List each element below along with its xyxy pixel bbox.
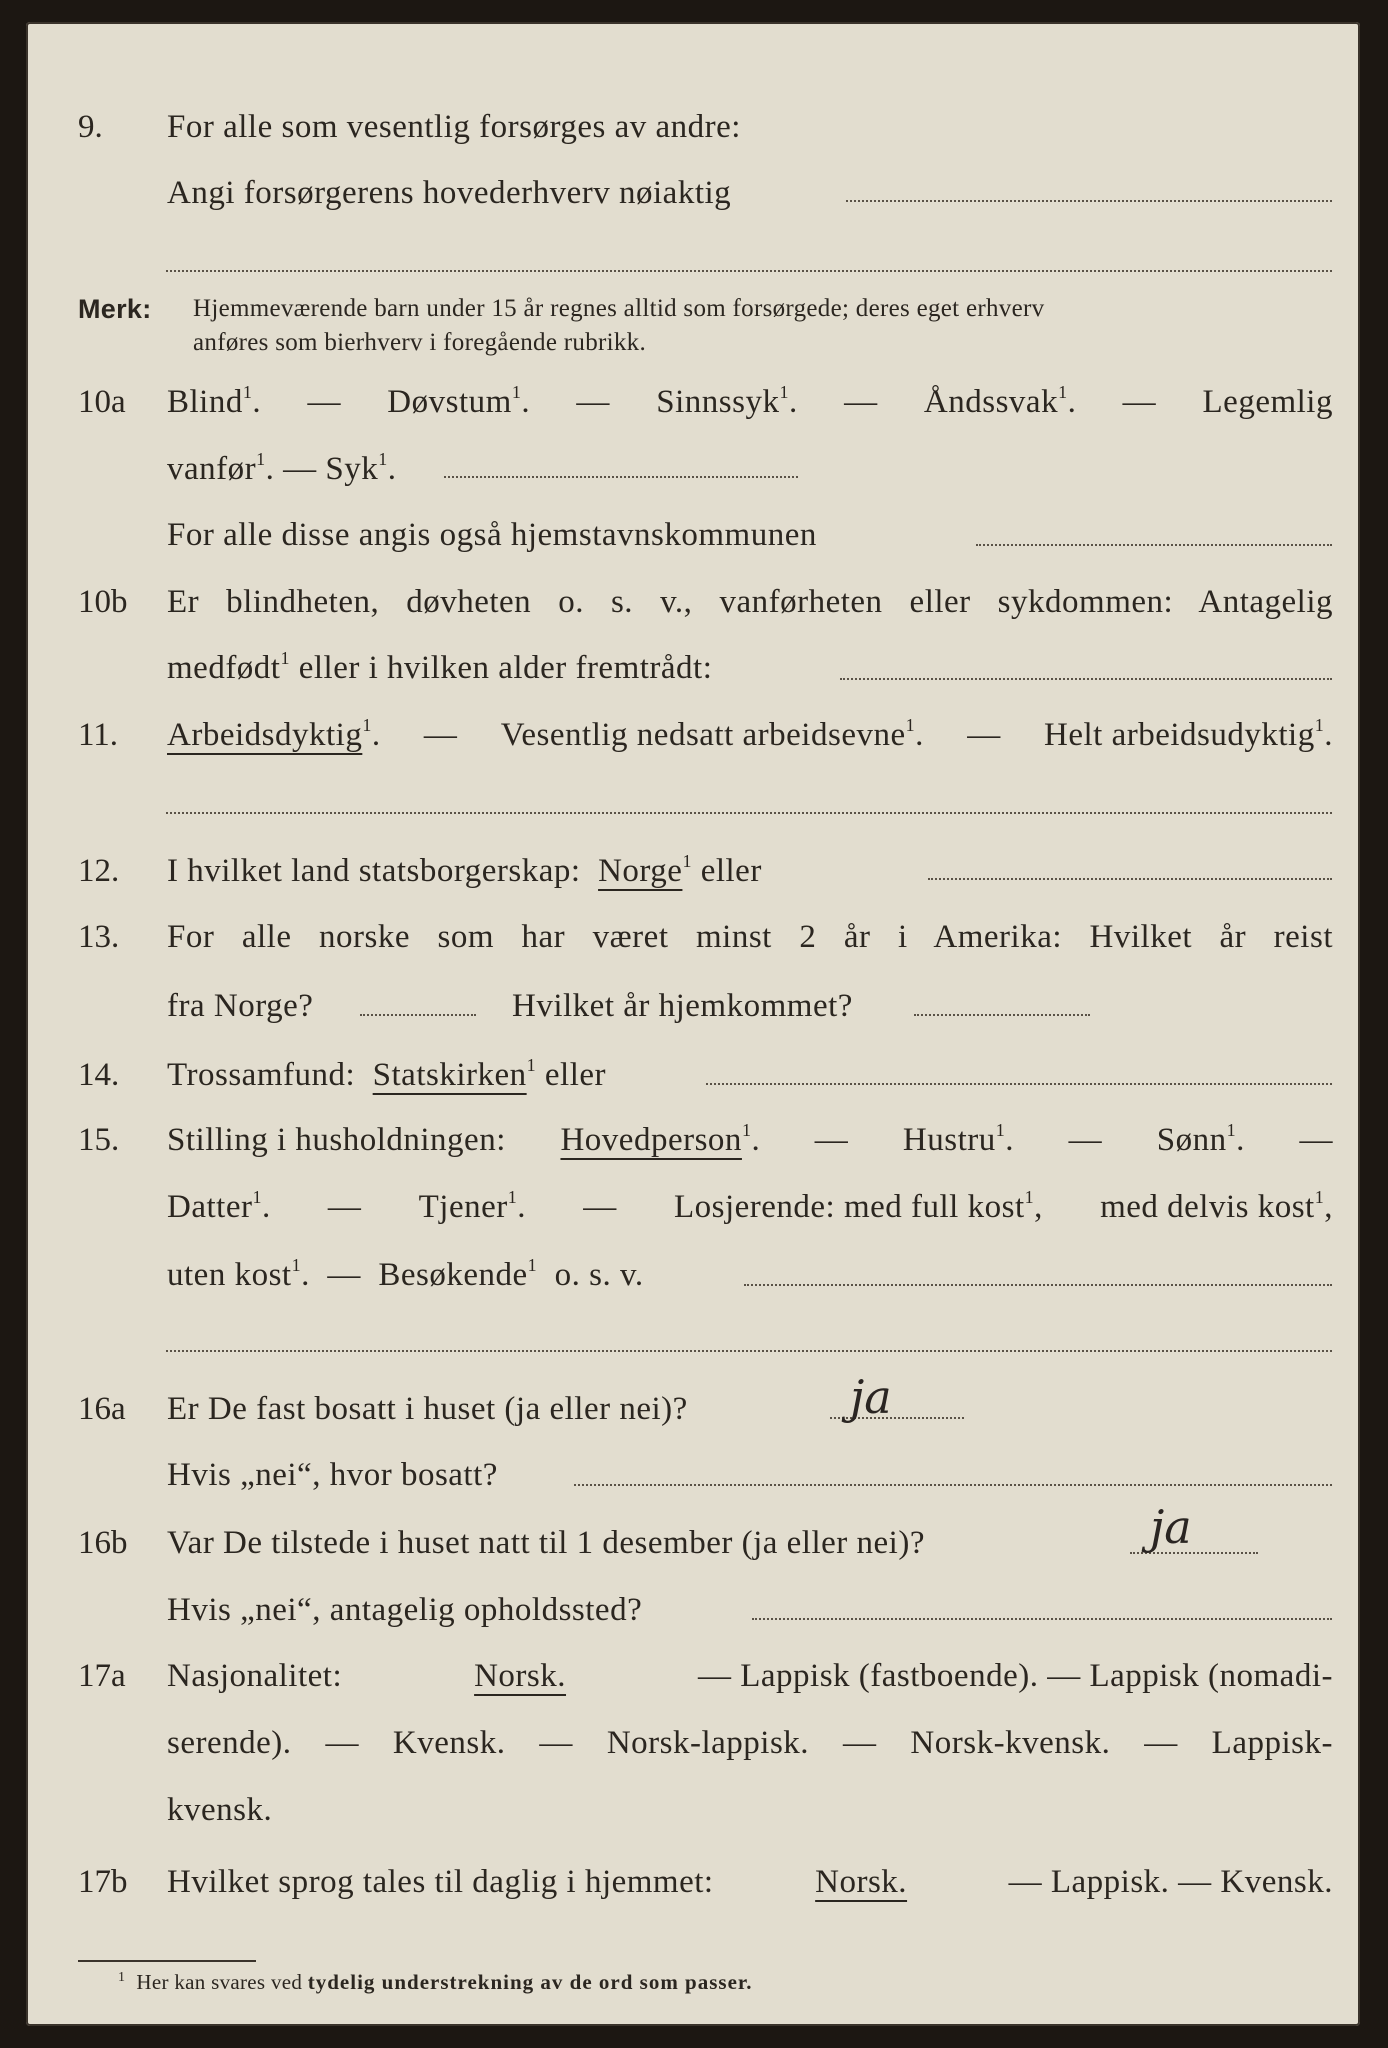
q10b-number: 10b — [78, 584, 128, 620]
option-delvis-kost[interactable]: med delvis kost — [1100, 1189, 1315, 1225]
option-hustru[interactable]: Hustru — [902, 1122, 996, 1158]
q13-hjemkommet-answer-line[interactable] — [914, 1014, 1090, 1016]
q15-line3: uten kost$^1$. — Besøkende$^1$ o. s. v. — [167, 1255, 644, 1293]
option-besokende[interactable]: Besøkende — [378, 1257, 528, 1293]
q9-text-line1: For alle som vesentlig forsørges av andre: — [167, 109, 741, 145]
q10a-syk-answer-line[interactable] — [444, 476, 798, 478]
q13-reist-answer-line[interactable] — [360, 1014, 476, 1016]
q11-line: Arbeidsdyktig$^1$. — Vesentlig nedsatt arbeidsevne$^1$. — Helt arbeidsudyktig$^1$. — [167, 715, 1333, 753]
q15-answer-line[interactable] — [744, 1284, 1332, 1286]
q10a-line1: Blind$^1$. — Døvstum$^1$. — Sinnssyk$^1$. — Åndssvak$^1$. — Legemlig — [167, 382, 1333, 420]
q14-answer-line[interactable] — [706, 1083, 1332, 1085]
footnote-rule — [78, 1960, 256, 1962]
q16a-bosatt-answer-line[interactable] — [574, 1484, 1332, 1486]
q15-number: 15. — [78, 1122, 120, 1158]
option-uten-kost[interactable]: uten kost — [167, 1257, 292, 1293]
q10a-kommune-answer-line[interactable] — [976, 544, 1332, 546]
q16a-line1: Er De fast bosatt i huset (ja eller nei)? — [167, 1391, 688, 1427]
q10a-number: 10a — [78, 384, 126, 420]
option-norsk[interactable]: Norsk. — [474, 1658, 567, 1694]
q17a-line3: kvensk. — [167, 1792, 273, 1828]
q16b-number: 16b — [78, 1525, 128, 1561]
q16b-line2: Hvis „nei“, antagelig opholdssted? — [167, 1592, 643, 1628]
option-legemlig[interactable]: Legemlig — [1202, 384, 1333, 420]
option-blind[interactable]: Blind — [167, 384, 243, 420]
option-losjerende-full-kost[interactable]: Losjerende: med full kost — [673, 1189, 1025, 1225]
q14-number: 14. — [78, 1057, 120, 1093]
q16a-line2: Hvis „nei“, hvor bosatt? — [167, 1457, 498, 1493]
separator-line — [166, 270, 1332, 272]
option-datter[interactable]: Datter — [167, 1189, 253, 1225]
option-nedsatt-arbeidsevne[interactable]: Vesentlig nedsatt arbeidsevne — [500, 717, 906, 753]
q15-line2: Datter$^1$. — Tjener$^1$. — Losjerende: med full kost$^1$, med delvis kost$^1$, — [167, 1187, 1333, 1225]
q13-line2a: fra Norge? — [167, 988, 314, 1024]
q13-line2b: Hvilket år hjemkommet? — [512, 988, 853, 1024]
q10b-line1: Er blindheten, døvheten o. s. v., vanførheten eller sykdommen: Antagelig — [167, 584, 1333, 620]
option-dovstum[interactable]: Døvstum — [387, 384, 512, 420]
option-sinnssyk[interactable]: Sinnssyk — [656, 384, 780, 420]
q9-text-line2: Angi forsørgerens hovederhverv nøiaktig — [167, 175, 732, 211]
q15-extra-answer-line[interactable] — [166, 1350, 1332, 1352]
q13-line1: For alle norske som har været minst 2 år i Amerika: Hvilket år reist — [167, 919, 1333, 955]
q15-line1: Stilling i husholdningen: Hovedperson$^1$. — Hustru$^1$. — Sønn$^1$. — — [167, 1120, 1333, 1158]
q10b-answer-line[interactable] — [840, 678, 1332, 680]
option-norsk-sprog[interactable]: Norsk. — [815, 1864, 908, 1900]
option-andssvak[interactable]: Åndssvak — [923, 384, 1059, 420]
q16b-line1: Var De tilstede i huset natt til 1 desember (ja eller nei)? — [167, 1525, 925, 1561]
q10b-line2: medfødt$^1$ eller i hvilken alder fremtrådt: — [167, 648, 713, 686]
q17b-number: 17b — [78, 1864, 128, 1900]
option-tjener[interactable]: Tjener — [418, 1189, 508, 1225]
q12-number: 12. — [78, 853, 120, 889]
q17a-line1: Nasjonalitet: Norsk. — Lappisk (fastboende). — Lappisk (nomadi- — [167, 1658, 1333, 1694]
option-vanfor[interactable]: vanfør — [167, 451, 257, 487]
q10a-line3: For alle disse angis også hjemstavnskommunen — [167, 517, 817, 553]
q16b-handwritten-answer: ja — [1150, 1500, 1192, 1554]
footnote: $^1$ Her kan svares ved tydelig understrekning av de ord som passer. — [118, 1970, 753, 1994]
option-syk[interactable]: Syk — [325, 451, 379, 487]
q11-number: 11. — [78, 717, 119, 753]
q12-line: I hvilket land statsborgerskap: Norge$^1$ eller — [167, 851, 762, 889]
merk-label: Merk: — [78, 294, 152, 324]
q13-number: 13. — [78, 919, 120, 955]
q16a-handwritten-answer: ja — [850, 1370, 892, 1424]
q10a-line2: vanfør$^1$. — Syk$^1$. — [167, 449, 397, 487]
option-medfodt[interactable]: medfødt — [167, 650, 281, 686]
option-norge[interactable]: Norge — [598, 853, 683, 889]
q17a-number: 17a — [78, 1658, 126, 1694]
q11-answer-line[interactable] — [166, 812, 1332, 814]
q12-answer-line[interactable] — [928, 878, 1332, 880]
q14-line: Trossamfund: Statskirken$^1$ eller — [167, 1055, 607, 1093]
merk-text-line2: anføres som bierhverv i foregående rubrikk. — [193, 329, 647, 356]
q16a-number: 16a — [78, 1391, 126, 1427]
q17a-line2: serende). — Kvensk. — Norsk-lappisk. — Norsk-kvensk. — Lappisk- — [167, 1725, 1333, 1761]
option-statskirken[interactable]: Statskirken — [372, 1057, 527, 1093]
merk-text-line1: Hjemmeværende barn under 15 år regnes alltid som forsørgede; deres eget erhverv — [193, 295, 1045, 322]
q17b-line: Hvilket sprog tales til daglig i hjemmet: Norsk. — Lappisk. — Kvensk. — [167, 1864, 1333, 1900]
option-arbeidsudyktig[interactable]: Helt arbeidsudyktig — [1044, 717, 1315, 753]
option-sonn[interactable]: Sønn — [1156, 1122, 1227, 1158]
q16b-opholdssted-answer-line[interactable] — [752, 1618, 1332, 1620]
option-arbeidsdyktig[interactable]: Arbeidsdyktig — [167, 717, 363, 753]
q9-answer-line[interactable] — [846, 200, 1332, 202]
option-hovedperson[interactable]: Hovedperson — [560, 1122, 742, 1158]
q9-number: 9. — [78, 109, 103, 145]
